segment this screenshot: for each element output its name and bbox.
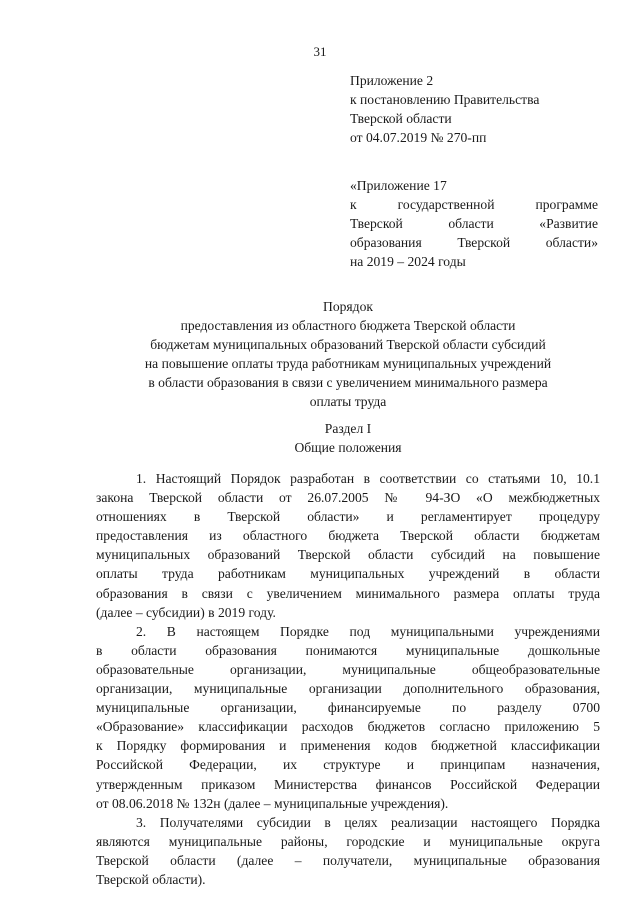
- text-line: «Образование» классификации расходов бюджетов согласно приложению 5: [96, 719, 600, 735]
- title-line: бюджетам муниципальных образований Тверской области субсидий: [150, 337, 546, 352]
- appendix-17-header: [350, 176, 598, 271]
- section-name: Общие положения: [294, 440, 402, 455]
- text-line: утвержденным приказом Министерства финансов Российской Федерации: [96, 776, 600, 792]
- paragraph-2: [96, 622, 600, 813]
- appendix-2-header: [350, 71, 598, 147]
- text-line: муниципальные организации, финансируемые по разделу 0700: [96, 700, 600, 716]
- title-line: в области образования в связи с увеличением минимального размера: [148, 375, 548, 390]
- text-line: 3. Получателями субсидии в целях реализации настоящего Порядка: [136, 814, 600, 830]
- text-line: образования в связи с увеличением минимального размера оплаты труда: [96, 585, 600, 601]
- text-line: муниципальных образований Тверской области субсидий на повышение: [96, 547, 600, 563]
- paragraph-1: [96, 469, 600, 622]
- body-text: [96, 469, 600, 889]
- text-line: в области образования понимаются муниципальные дошкольные: [96, 642, 600, 658]
- appendix-17-line: на 2019 – 2024 годы: [350, 254, 466, 269]
- text-line: к Порядку формирования и применения кодов бюджетной классификации: [96, 738, 600, 754]
- section-heading: [96, 419, 600, 457]
- text-line: закона Тверской области от 26.07.2005 № 94-ЗО «О межбюджетных: [96, 490, 600, 506]
- appendix-17-line: Тверской области «Развитие: [350, 216, 598, 231]
- text-line: образовательные организации, муниципальные общеобразовательные: [96, 661, 600, 677]
- title-line: на повышение оплаты труда работникам муниципальных учреждений: [144, 356, 552, 371]
- text-line: организации, муниципальные организации дополнительного образования,: [96, 681, 600, 697]
- text-line: являются муниципальные районы, городские и муниципальные округа: [96, 833, 600, 849]
- text-line: Российской Федерации, их структуре и принципам назначения,: [96, 757, 600, 773]
- text-line: Тверской области (далее – получатели, муниципальные образования: [96, 852, 600, 868]
- text-line: 2. В настоящем Порядке под муниципальными учреждениями: [136, 623, 600, 639]
- appendix-17-line: «Приложение 17: [350, 178, 447, 193]
- title-line: оплаты труда: [309, 394, 387, 409]
- appendix-2-line: к постановлению Правительства: [350, 92, 540, 107]
- appendix-2-line: Тверской области: [350, 111, 452, 126]
- page-number: 31: [313, 44, 327, 59]
- text-line: отношениях в Тверской области» и регламентирует процедуру: [96, 509, 600, 525]
- section-number: Раздел I: [324, 421, 372, 436]
- appendix-17-line: образования Тверской области»: [350, 235, 598, 250]
- text-line: оплаты труда работникам муниципальных учреждений в области: [96, 566, 600, 582]
- text-line: 1. Настоящий Порядок разработан в соответствии со статьями 10, 10.1: [136, 471, 600, 486]
- appendix-17-line: к государственной программе: [350, 197, 598, 212]
- text-line: от 08.06.2018 № 132н (далее – муниципальные учреждения).: [96, 795, 449, 811]
- appendix-2-line: Приложение 2: [350, 73, 434, 88]
- document-title: [96, 297, 600, 411]
- text-line: Тверской области).: [96, 871, 206, 887]
- title-line: предоставления из областного бюджета Тверской области: [180, 318, 516, 333]
- paragraph-3: [96, 813, 600, 889]
- appendix-2-line: от 04.07.2019 № 270-пп: [350, 130, 487, 145]
- title-line: Порядок: [323, 299, 373, 314]
- text-line: (далее – субсидии) в 2019 году.: [96, 604, 276, 620]
- text-line: предоставления из областного бюджета Тверской области бюджетам: [96, 528, 600, 544]
